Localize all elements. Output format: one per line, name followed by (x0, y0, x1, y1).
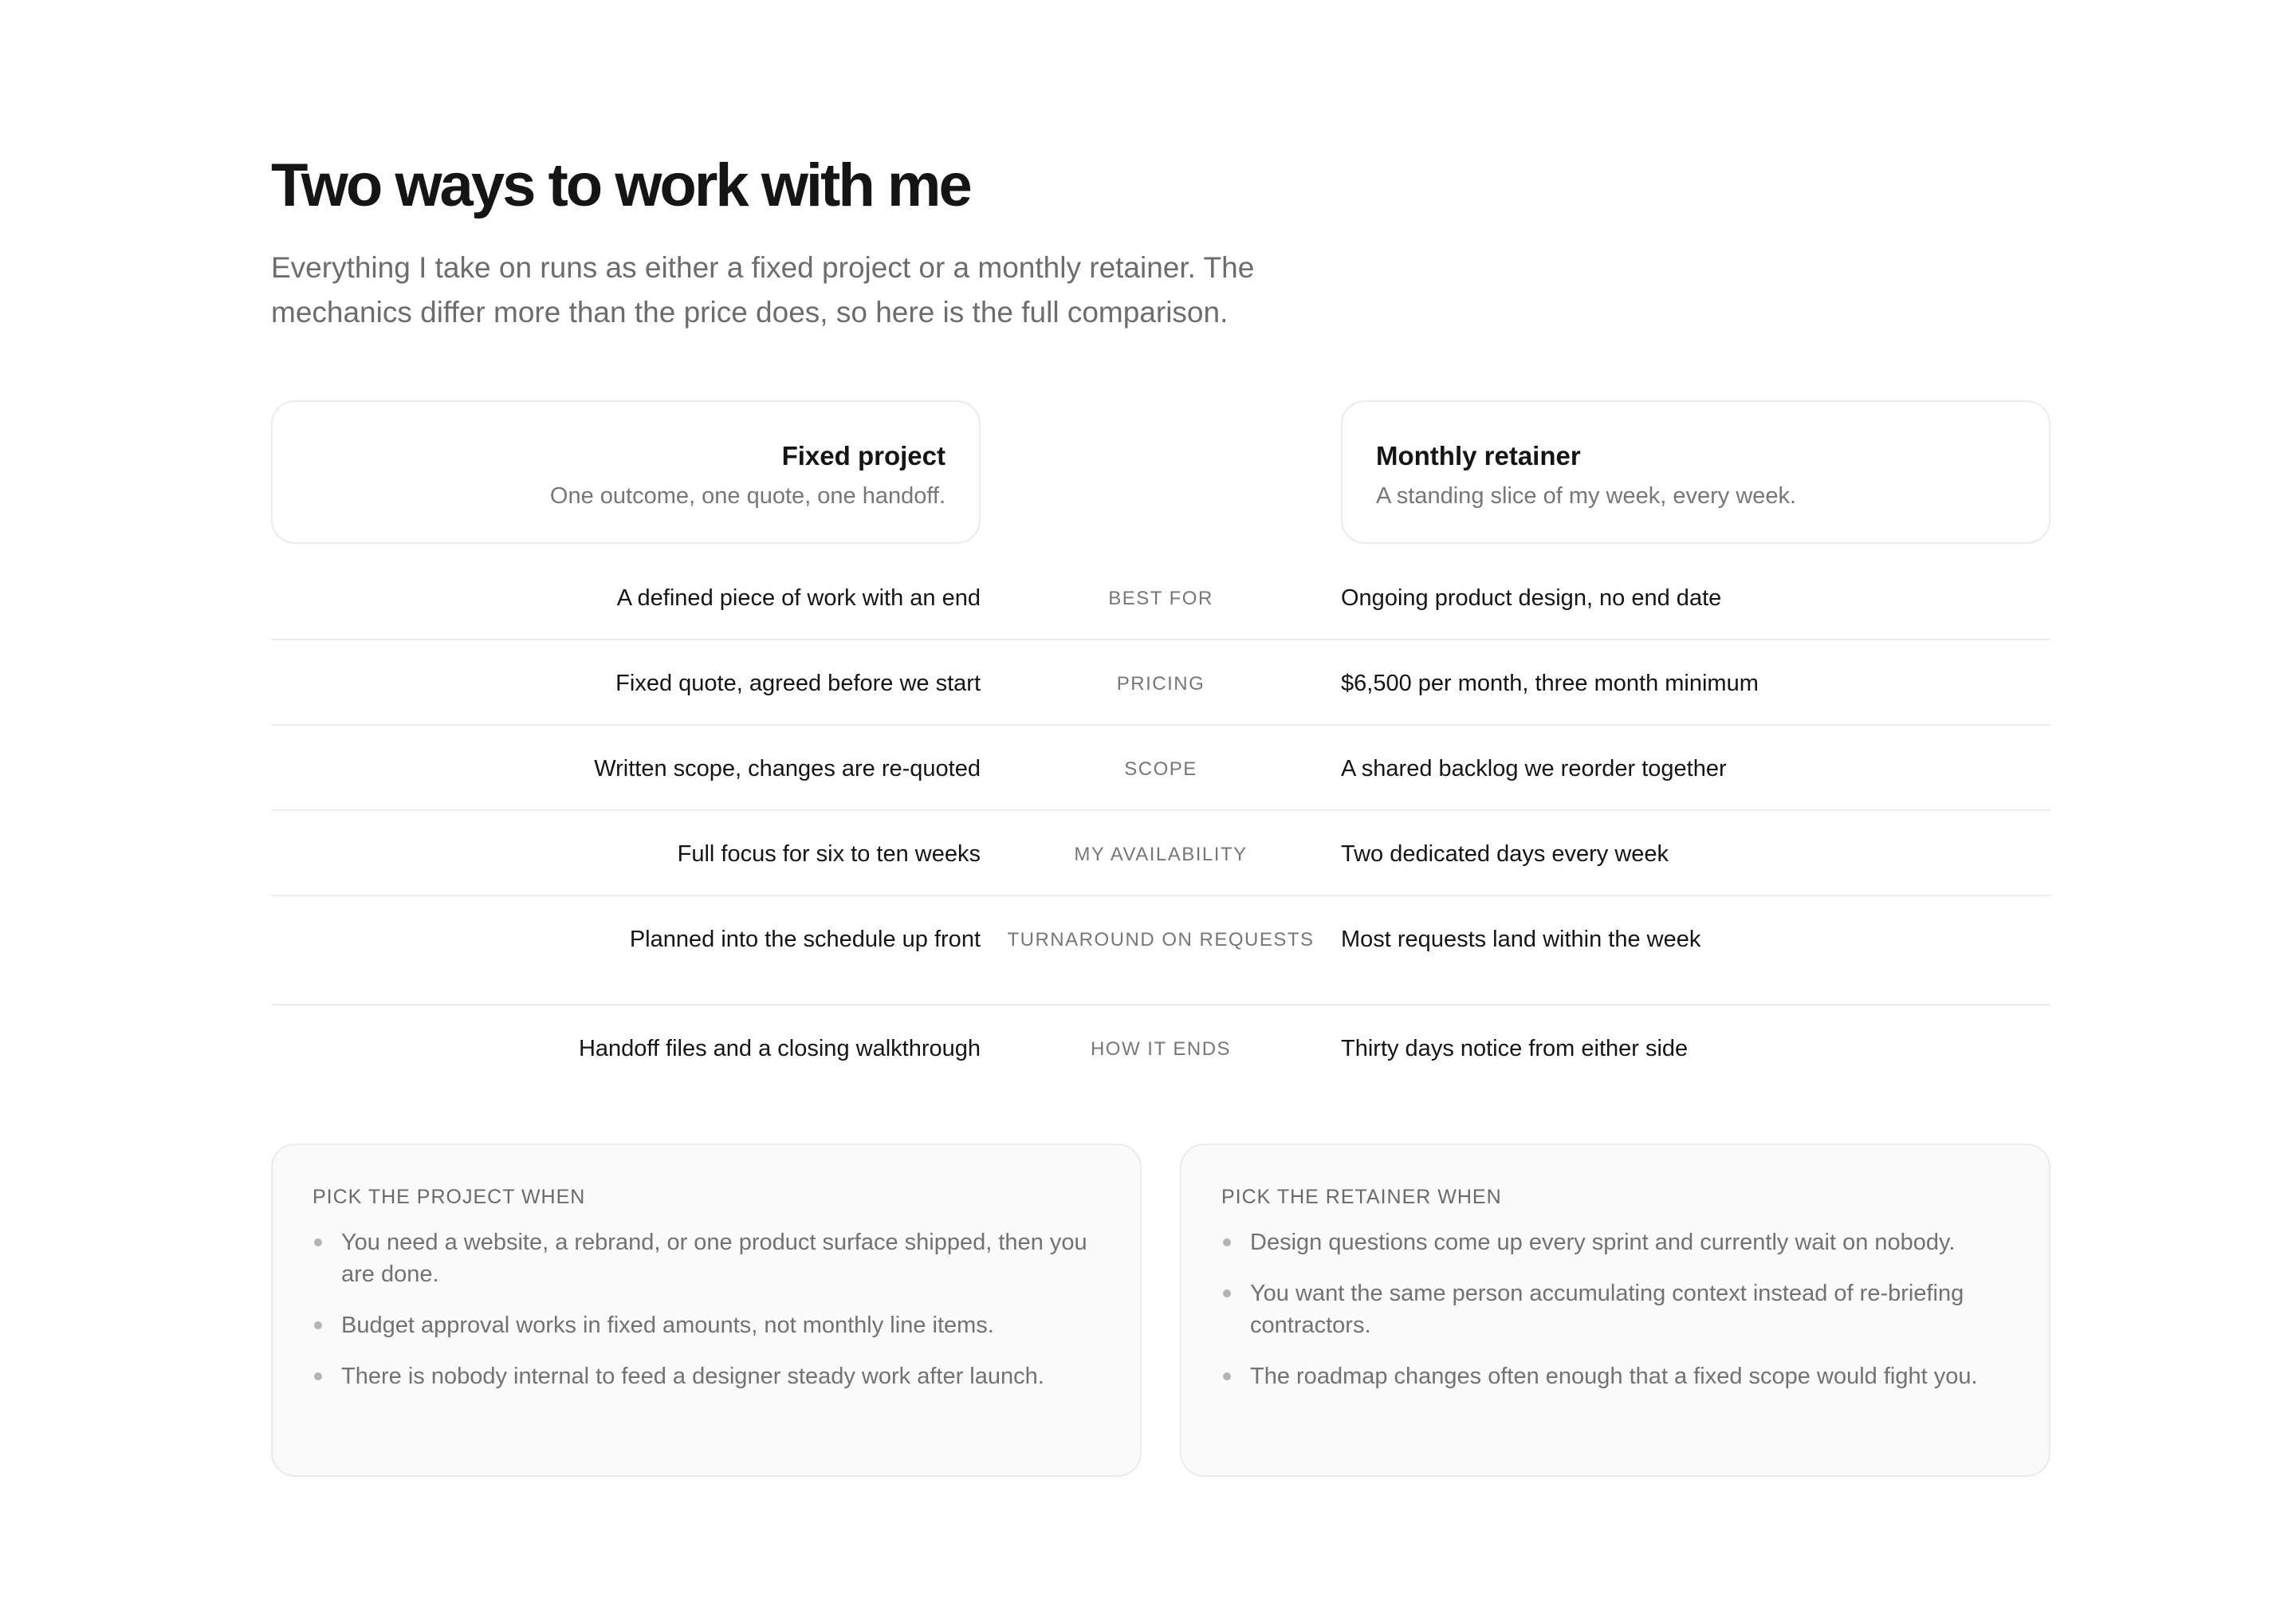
pick-retainer-card (1180, 1144, 2050, 1477)
list-item-text: You need a website, a rebrand, or one product surface shipped, then you are done. (341, 1230, 1087, 1287)
bullet-icon (314, 1321, 322, 1329)
retainer-value: Most requests land within the week (1341, 927, 1701, 952)
list-item (313, 1226, 1102, 1290)
list-item-text: Design questions come up every sprint and currently wait on nobody. (1250, 1230, 1956, 1255)
list-item (1221, 1226, 2011, 1258)
bullet-icon (1223, 1238, 1231, 1246)
plan-card-retainer (1341, 400, 2050, 544)
project-value: Full focus for six to ten weeks (677, 841, 981, 867)
comparison-row (271, 896, 2050, 1006)
list-item-text: You want the same person accumulating context instead of re-briefing contractors. (1250, 1281, 1964, 1338)
row-label: MY AVAILABILITY (1074, 844, 1248, 865)
retainer-value: A shared backlog we reorder together (1341, 756, 1727, 781)
page-subtitle: Everything I take on runs as either a fixed project or a monthly retainer. The mechanics differ more than the price does, so here is the full comparison. (271, 251, 1255, 329)
list-item-text: Budget approval works in fixed amounts, not monthly line items. (341, 1313, 994, 1338)
plan-name-project: Fixed project (781, 441, 946, 470)
page-title: Two ways to work with me (271, 152, 970, 219)
list-item (313, 1360, 1102, 1392)
project-value: Fixed quote, agreed before we start (615, 671, 981, 696)
comparison-row (271, 726, 2050, 811)
plan-tagline-project: One outcome, one quote, one handoff. (549, 483, 946, 509)
project-value: Handoff files and a closing walkthrough (578, 1036, 981, 1061)
comparison-row (271, 555, 2050, 640)
pick-project-card (271, 1144, 1142, 1477)
bullet-icon (314, 1238, 322, 1246)
project-value: Written scope, changes are re-quoted (594, 756, 981, 781)
retainer-value: Ongoing product design, no end date (1341, 585, 1722, 611)
project-value: A defined piece of work with an end (616, 585, 981, 611)
pick-retainer-list (1221, 1226, 2011, 1392)
pick-project-title: PICK THE PROJECT WHEN (313, 1186, 586, 1208)
comparison-table (271, 555, 2050, 1091)
row-label: BEST FOR (1108, 588, 1213, 609)
list-item-text: The roadmap changes often enough that a fixed scope would fight you. (1250, 1364, 1978, 1389)
plan-name-retainer: Monthly retainer (1376, 441, 1581, 470)
pick-project-list (313, 1226, 1102, 1392)
row-label: PRICING (1116, 673, 1205, 695)
comparison-row (271, 811, 2050, 896)
list-item-text: There is nobody internal to feed a designer steady work after launch. (341, 1364, 1044, 1389)
pick-retainer-title: PICK THE RETAINER WHEN (1221, 1186, 1502, 1208)
list-item (313, 1309, 1102, 1341)
project-value: Planned into the schedule up front (629, 927, 981, 952)
list-item (1221, 1360, 2011, 1392)
row-label: TURNAROUND ON REQUESTS (1007, 929, 1315, 951)
retainer-value: Two dedicated days every week (1341, 841, 1669, 867)
retainer-value: Thirty days notice from either side (1341, 1036, 1689, 1061)
bullet-icon (314, 1372, 322, 1380)
plan-card-project (271, 400, 981, 544)
row-label: SCOPE (1124, 758, 1197, 780)
retainer-value: $6,500 per month, three month minimum (1341, 671, 1759, 696)
bullet-icon (1223, 1372, 1231, 1380)
list-item (1221, 1277, 2011, 1341)
comparison-row (271, 640, 2050, 726)
plan-tagline-retainer: A standing slice of my week, every week. (1376, 483, 1797, 509)
comparison-row (271, 1006, 2050, 1091)
row-label: HOW IT ENDS (1090, 1038, 1232, 1060)
bullet-icon (1223, 1289, 1231, 1297)
